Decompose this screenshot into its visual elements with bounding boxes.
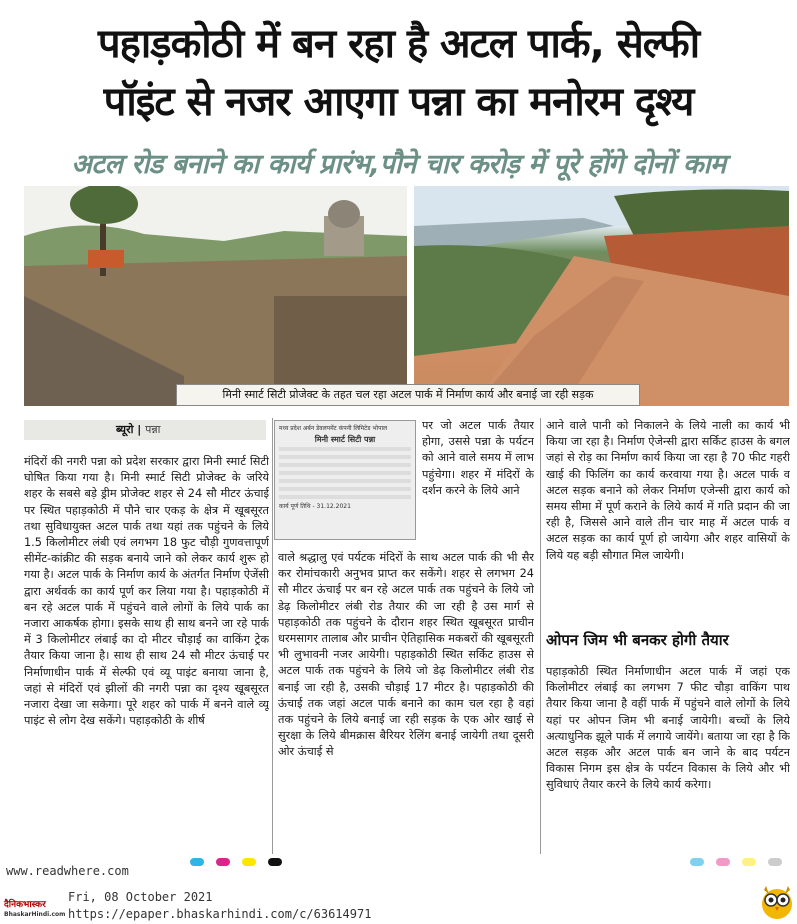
print-mark-magenta <box>216 858 230 866</box>
website-label: www.readwhere.com <box>6 864 129 878</box>
article-column-3: आने वाले पानी को निकालने के लिये नाली का कार्य भी किया जा रहा है। निर्माण ऐजेन्सी द्वारा सर्किट हाउस के बगल जहां से रोड़ का निर्माण कार्य किया जा रहा है 70 फीट गहरी खाई की फिलिंग का कार्य करवाया गया है। अटल पार्क व अटल सड़क बनाने को लेकर निर्माण एजेन्सी द्वारा कार्य को समय सीमा में पूर्ण कराने के लिये कार्य में गति प्रदान की जा रही है, जिससे आने वाले तीन चार माह में अटल पार्क व अटल सड़क का कार्य पूर्ण हो जायेगा और शहर वासियों के लिये यह बड़ी सौगात मिल जायेगी। <box>546 419 790 562</box>
byline <box>24 420 266 440</box>
epaper-link[interactable]: https://epaper.bhaskarhindi.com/c/63614971 <box>68 907 372 921</box>
print-mark-cyan-light <box>690 858 704 866</box>
logo-line-2: BhaskarHindi.com <box>4 911 66 918</box>
article-column-1: मंदिरों की नगरी पन्ना को प्रदेश सरकार द्वारा मिनी स्मार्ट सिटी घोषित किया गया है। मिनी स्मार्ट सिटी प्रोजेक्ट के जरिये शहर के सबसे बड़े ड्रीम प्रोजेक्ट शहर से 24 सौ मीटर ऊंचाई पर स्थित पहाड़कोठी में पौने चार एकड़ के क्षेत्र में खूबसूरत तथा सुविधायुक्त अटल पार्क तथा यहां तक पहुंचने के लिये 1.5 किलोमीटर लंबी एवं लगभग 18 फुट चौड़ी गुणवत्तापूर्ण सीमेंट-कांक्रीट की सड़क बनाये जाने को लेकर कार्य शुरू हो गया है। अटल पार्क के निर्माण कार्य के अंतर्गत निर्माण ऐजेंसी द्वारा अर्थवर्क का कार्य पूर्ण कर लिया गया है। पहाड़कोठी में बन रहे अटल पार्क में पहुंचने वाले लोगों के लिये पार्क का नजारा आकर्षक होगा। इसके साथ ही साथ बनने जा रहे पार्क में 3 किलोमीटर लंबाई का दो मीटर चौड़ाई का वाकिंग ट्रेक तैयार किया जाना है। साथ ही साथ 24 सौ मीटर ऊंचाई पर निर्माणाधीन पार्क में सेल्फी एवं व्यू पाइंट बनाया जाना है, जहां से मंदिरों एवं झीलों की नगरी पन्ना का दृश्य खूबसूरत नजारा देखा जा सकेगा। पूरे शहर को पार्क में बनने वाले व्यू पाइंट से लोग देख सकेंगे। पहाड़कोठी के शीर्ष <box>24 455 269 728</box>
print-mark-grey <box>768 858 782 866</box>
headline-line-1: पहाड़कोठी में बन रहा है अटल पार्क, सेल्फी <box>97 21 700 67</box>
article-column-3-bottom: पहाड़कोठी स्थित निर्माणाधीन अटल पार्क में जहां एक किलोमीटर लंबाई का लगभग 7 फीट चौड़ा वाकिंग पाथ तैयार किया जाना है वहीं पार्क में पहुंचने वाले लोगों के लिये यहां पर ओपन जिम भी बनाई जायेगी। बच्चों के लिये अत्याधुनिक झूले पार्क में लगाये जायेंगे। बताया जा रहा है कि अटल सड़क और अटल पार्क बन जाने के बाद पर्यटन विकास निगम इस क्षेत्र के पर्यटन विकास के लिये और भी सुविधाएं तैयार करने के लिये कार्य करेगा। <box>546 665 790 792</box>
edition-date: Fri, 08 October 2021 <box>68 890 213 904</box>
logo-line-1: दैनिकभास्कर <box>4 900 46 910</box>
column-divider <box>540 418 541 854</box>
byline-separator: | <box>133 423 146 436</box>
byline-name: ब्यूरो <box>116 423 134 436</box>
notice-board-photo <box>274 420 416 540</box>
print-mark-yellow-light <box>742 858 756 866</box>
print-mark-black <box>268 858 282 866</box>
print-mark-pink <box>716 858 730 866</box>
road-construction-illustration <box>414 186 789 406</box>
print-mark-cyan <box>190 858 204 866</box>
headline-line-2: पॉइंट से नजर आएगा पन्ना का मनोरम दृश्य <box>103 79 694 125</box>
notice-board-end: कार्य पूर्ण तिथि - 31.12.2021 <box>279 503 351 510</box>
newspaper-logo <box>4 900 65 920</box>
notice-board-line: मध्य प्रदेश अर्बन डेवलपमेंट कंपनी लिमिटेड भोपाल <box>279 425 388 432</box>
column-divider <box>272 418 273 854</box>
road-construction-photo <box>414 186 789 406</box>
park-construction-photo <box>24 186 407 406</box>
print-mark-yellow <box>242 858 256 866</box>
notice-board-body <box>279 447 411 503</box>
article-column-2: वाले श्रद्धालु एवं पर्यटक मंदिरों के साथ अटल पार्क की भी सैर कर रोमांचकारी अनुभव प्राप्त कर सकेंगे। शहर से लगभग 24 सौ मीटर ऊंचाई पर बन रहे अटल पार्क तक पहुंचने के लिये जो डेढ़ किलोमीटर लंबी रोड तैयार की जा रही है उस मार्ग से पहाड़कोठी तक पहुंचने के दौरान शहर स्थित खूबसूरत प्राचीन धरमसागर तालाब और प्राचीन ऐतिहासिक मकबरों की खूबसूरती भी लुभावनी नजर आयेगी। पहाड़कोठी स्थित सर्किट हाउस से अटल पार्क तक पहुंचने के लिये जो डेढ़ किलोमीटर लंबी रोड बनाई जा रही है, उसकी चौड़ाई 17 मीटर है। पहाड़कोठी की ऊंचाई तक जहां अटल पार्क बनाने का काम चल रहा है वहां तक पहुंचने के लिये बनाई जा रही सड़क के एक ओर खाई से सुरक्षा के लिये बीमक्रास बैरियर रेलिंग बनाई जायेगी तथा दूसरी ओर ऊंचाई से <box>278 551 534 759</box>
byline-place: पन्ना <box>145 423 161 436</box>
park-construction-illustration <box>24 186 407 406</box>
notice-board-title: मिनी स्मार्ट सिटी पन्ना <box>314 435 376 444</box>
section-subheading: ओपन जिम भी बनकर होगी तैयार <box>546 631 729 649</box>
photo-caption: मिनी स्मार्ट सिटी प्रोजेक्ट के तहत चल रहा अटल पार्क में निर्माण कार्य और बनाई जा रही सड़क <box>176 384 640 406</box>
article-column-2-top: पर जो अटल पार्क तैयार होगा, उससे पन्ना के पर्यटन को आने वाले समय में लाभ पहुंचेगा। शहर में मंदिरों के दर्शन करने के लिये आने <box>422 419 534 497</box>
subheadline: अटल रोड बनाने का कार्य प्रारंभ,पौने चार करोड़ में पूरे होंगे दोनों काम <box>71 149 726 180</box>
owl-mascot-icon <box>760 880 794 920</box>
